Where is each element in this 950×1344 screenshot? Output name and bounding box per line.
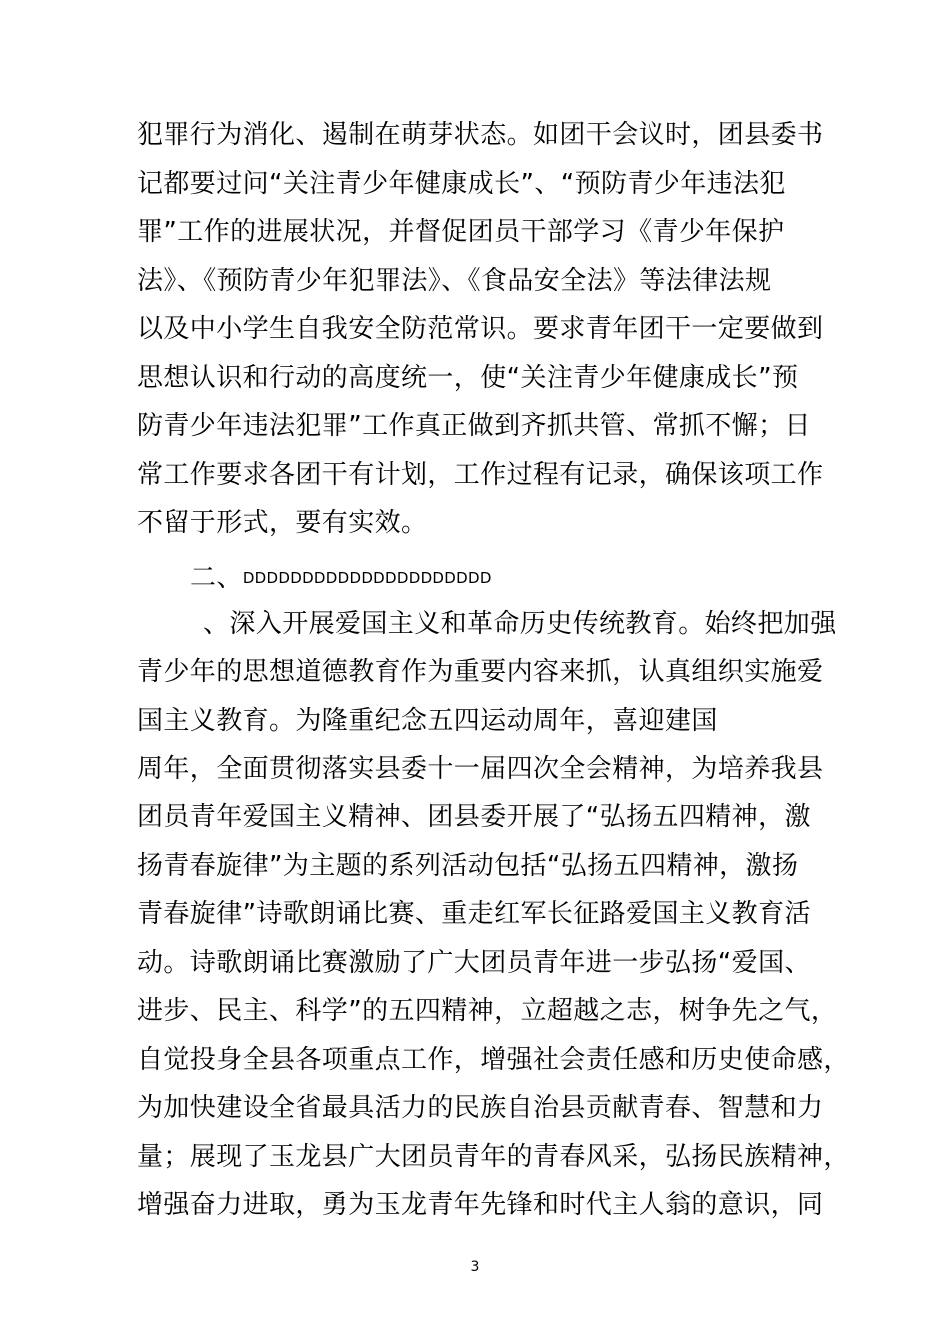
paragraph-line: 犯罪行为消化、遏制在萌芽状态。如团干会议时，团县委书 [137, 120, 824, 150]
paragraph-line: 周年，全面贯彻落实县委十一届四次全会精神，为培养我县 [137, 754, 824, 784]
paragraph-line: 思想认识和行动的高度统一，使“关注青少年健康成长”预 [137, 363, 799, 393]
paragraph-line: 为加快建设全省最具活力的民族自治县贡献青春、智慧和力 [137, 1093, 824, 1123]
paragraph-line: 自觉投身全县各项重点工作，增强社会责任感和历史使命感， [137, 1045, 850, 1075]
paragraph-line: 扬青春旋律”为主题的系列活动包括“弘扬五四精神，激扬 [137, 851, 799, 881]
section-title-placeholder: DDDDDDDDDDDDDDDDDDDDD [242, 569, 492, 587]
paragraph-line: 防青少年违法犯罪”工作真正做到齐抓共管、常抓不懈；日 [137, 411, 811, 441]
paragraph-line: 不留于形式，要有实效。 [137, 508, 428, 538]
paragraph-line: 以及中小学生自我安全防范常识。要求青年团干一定要做到 [137, 314, 824, 344]
paragraph-line: 法》、《预防青少年犯罪法》、《食品安全法》等法律法规 [137, 266, 772, 296]
page-number: 3 [470, 1259, 480, 1275]
paragraph-line: 青少年的思想道德教育作为重要内容来抓，认真组织实施爱 [137, 657, 824, 687]
paragraph-line: 常工作要求各团干有计划，工作过程有记录，确保该项工作 [137, 460, 824, 490]
paragraph-line: 增强奋力进取，勇为玉龙青年先锋和时代主人翁的意识，同 [137, 1190, 824, 1220]
paragraph-line: 团员青年爱国主义精神、团县委开展了“弘扬五四精神，激 [137, 802, 811, 832]
paragraph-line: 量；展现了玉龙县广大团员青年的青春风采，弘扬民族精神， [137, 1142, 850, 1172]
paragraph-line: 、深入开展爱国主义和革命历史传统教育。始终把加强 [203, 609, 837, 639]
paragraph-line: 动。诗歌朗诵比赛激励了广大团员青年进一步弘扬“爱国、 [137, 948, 811, 978]
section-number: 二、 [190, 563, 243, 593]
paragraph-line: 罪”工作的进展状况，并督促团员干部学习《青少年保护 [137, 217, 785, 247]
section-heading [190, 563, 492, 593]
paragraph-line: 进步、民主、科学”的五四精神，立超越之志，树争先之气， [137, 996, 838, 1026]
paragraph-line: 记都要过问“关注青少年健康成长”、“预防青少年违法犯 [137, 169, 786, 199]
paragraph-line: 青春旋律”诗歌朗诵比赛、重走红军长征路爱国主义教育活 [137, 899, 811, 929]
paragraph-line: 国主义教育。为隆重纪念五四运动周年，喜迎建国 [137, 706, 718, 736]
